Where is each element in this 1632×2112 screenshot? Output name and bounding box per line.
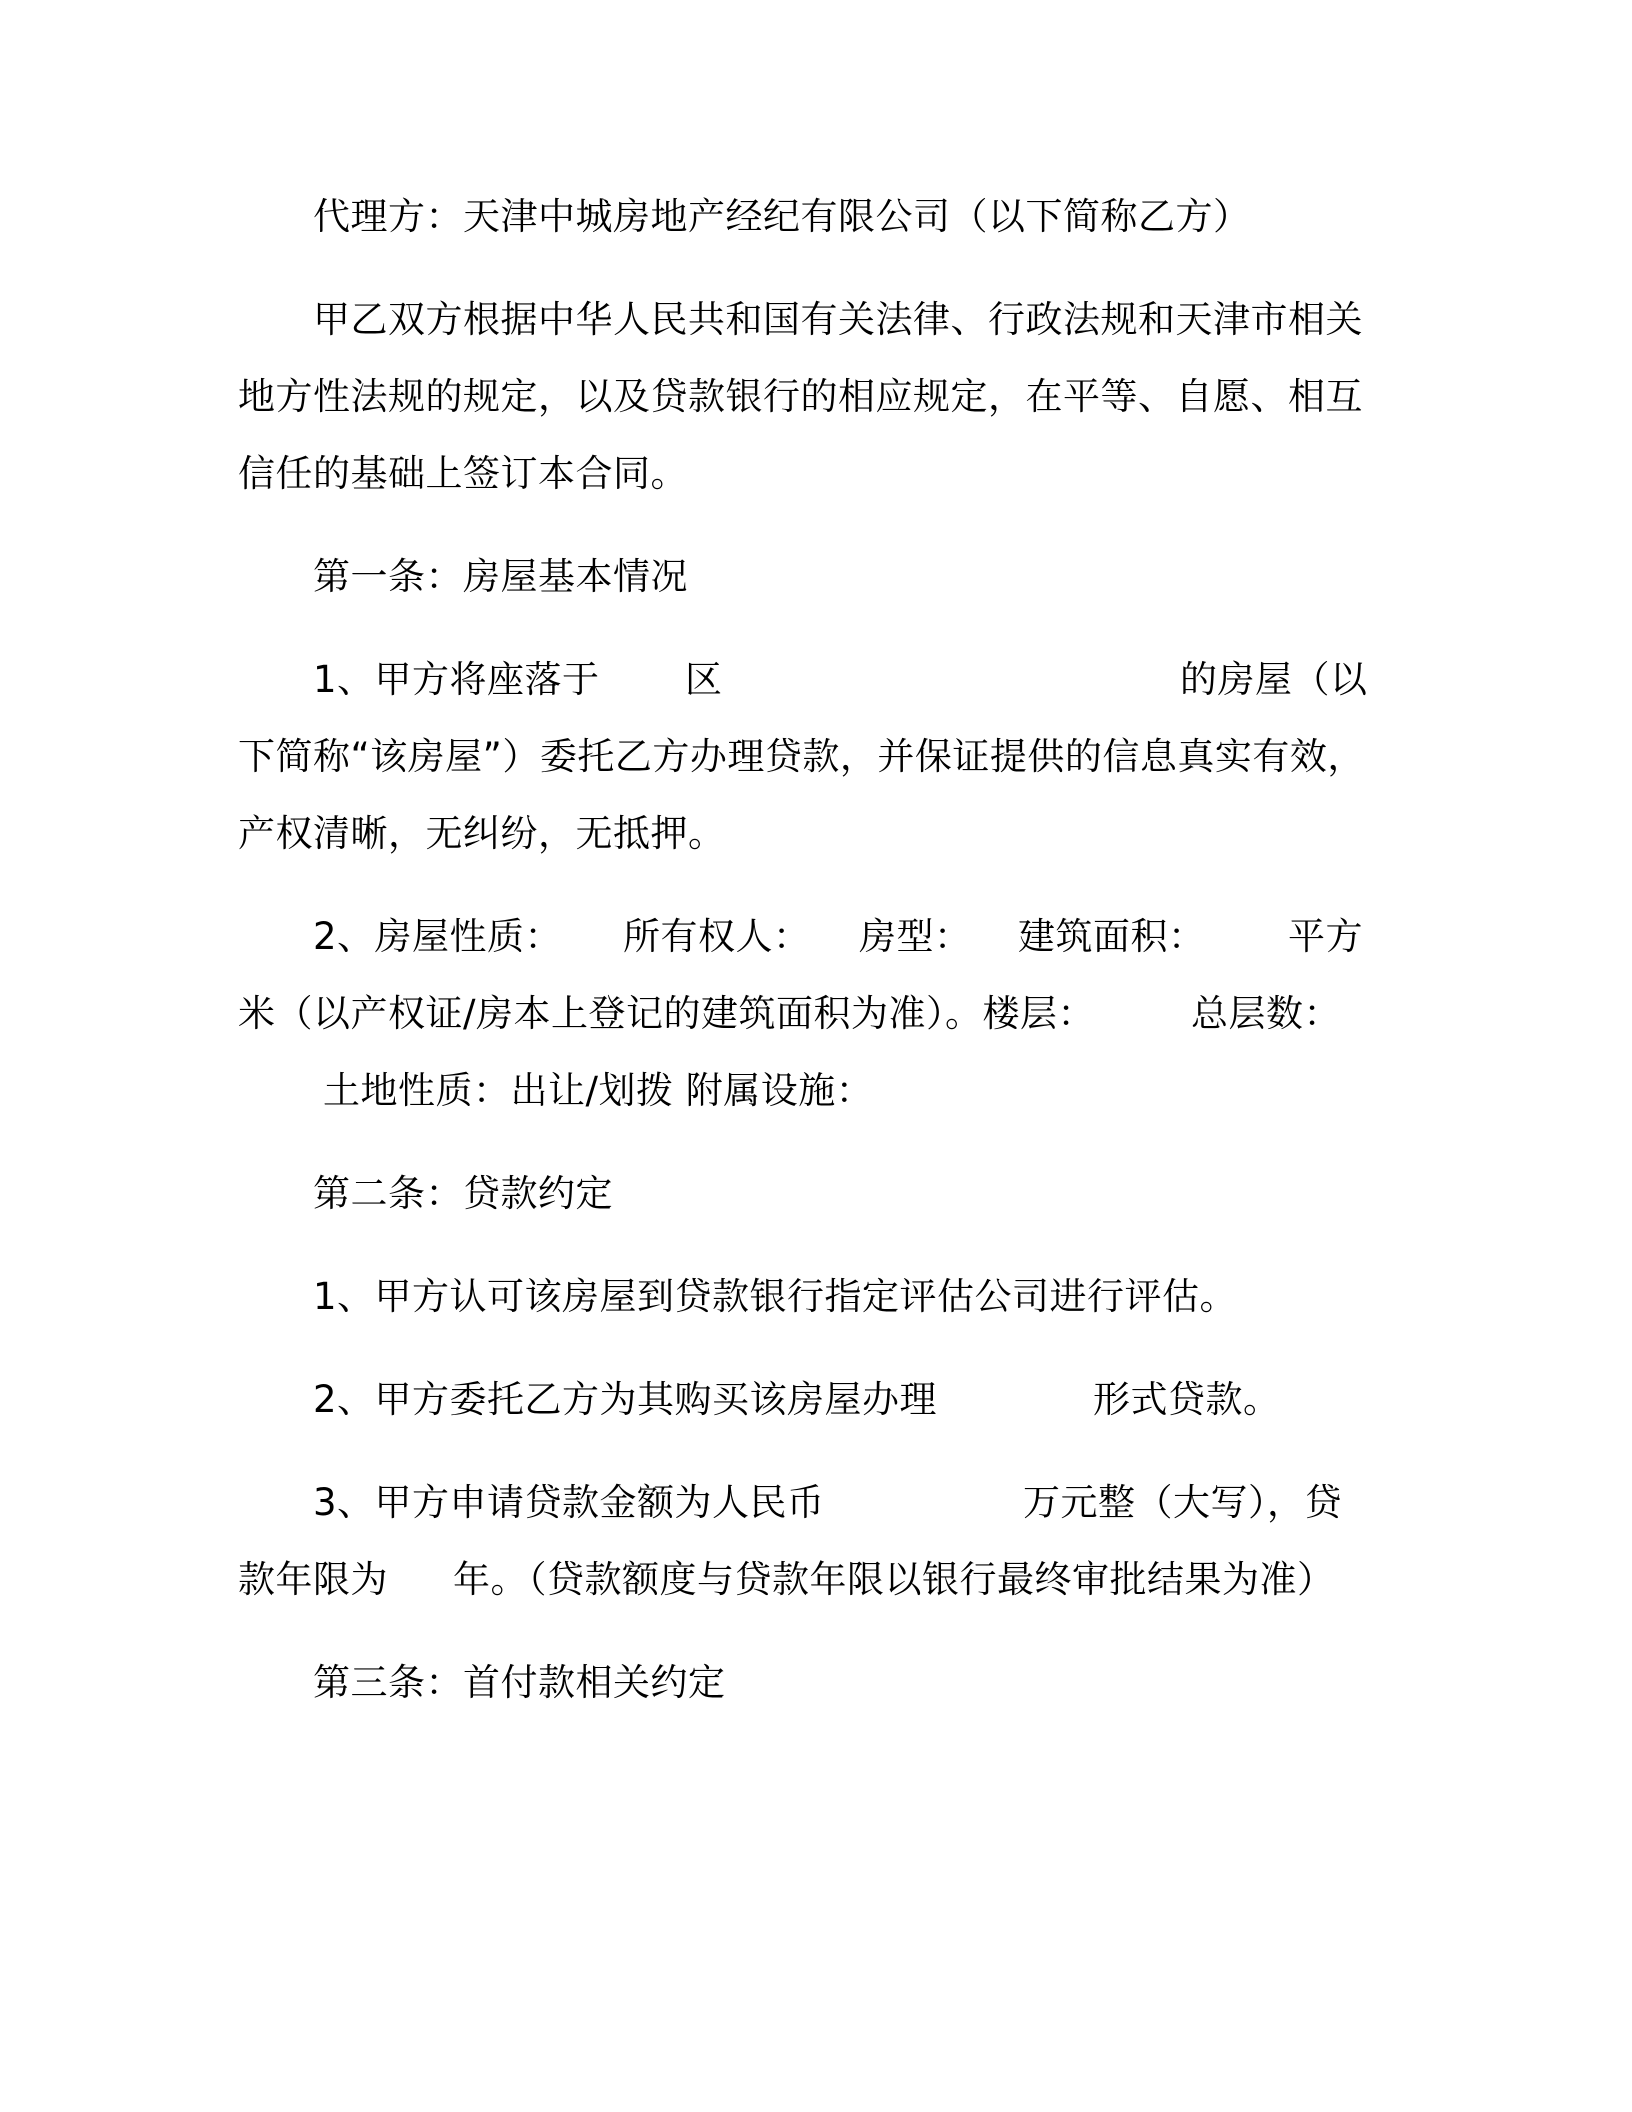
item2-owner-label: 所有权人： — [623, 915, 811, 958]
agent-party-line — [313, 194, 1251, 240]
item2-sqm-label: 平方 — [1288, 915, 1363, 958]
article1-heading-text: 第一条：房屋基本情况 — [313, 555, 688, 598]
article2-item3-term-note: 年。（贷款额度与贷款年限以银行最终审批结果为准） — [453, 1558, 1335, 1601]
article1-heading — [313, 554, 688, 600]
item2-total-floors-label: 总层数： — [1191, 992, 1341, 1035]
item1-district-label: 区 — [685, 658, 723, 701]
article2-item2-text-b: 形式贷款。 — [1093, 1378, 1281, 1421]
item1-house-label: 的房屋（以 — [1180, 658, 1368, 701]
item2-layout-label: 房型： — [859, 915, 972, 958]
preamble-text-3: 信任的基础上签订本合同。 — [238, 452, 688, 495]
article1-item2-line3 — [323, 1068, 873, 1114]
preamble-line-1 — [313, 297, 1363, 343]
item2-area-label: 建筑面积： — [1018, 915, 1206, 958]
item2-land-nature: 土地性质：出让/划拨 附属设施： — [323, 1069, 874, 1112]
article1-item1-line1 — [313, 657, 1368, 703]
article2-item3-text-a: 3、甲方申请贷款金额为人民币 — [313, 1481, 825, 1524]
item1-location-label: 1、甲方将座落于 — [313, 658, 600, 701]
article2-heading-text: 第二条：贷款约定 — [313, 1172, 613, 1215]
article2-item3-line1 — [313, 1480, 1363, 1526]
preamble-line-2 — [238, 374, 1363, 420]
preamble-line-3 — [238, 451, 688, 497]
article3-heading — [313, 1660, 726, 1706]
agent-party-text: 代理方：天津中城房地产经纪有限公司（以下简称乙方） — [313, 195, 1251, 238]
article1-item2-line2 — [238, 991, 1368, 1037]
article2-item2-text-a: 2、甲方委托乙方为其购买该房屋办理 — [313, 1378, 938, 1421]
article3-heading-text: 第三条：首付款相关约定 — [313, 1661, 726, 1704]
article2-item1-text: 1、甲方认可该房屋到贷款银行指定评估公司进行评估。 — [313, 1275, 1238, 1318]
article1-item2-line1 — [313, 914, 1363, 960]
item1-text-line3: 产权清晰，无纠纷，无抵押。 — [238, 812, 726, 855]
item2-nature-label: 2、房屋性质： — [313, 915, 563, 958]
item2-area-note: 米（以产权证/房本上登记的建筑面积为准）。楼层： — [238, 992, 1095, 1035]
article2-item3-line2 — [238, 1557, 1368, 1603]
preamble-text-2: 地方性法规的规定，以及贷款银行的相应规定，在平等、自愿、相互 — [238, 375, 1363, 418]
article2-item2 — [313, 1377, 1313, 1423]
item1-text-line2: 下简称“该房屋”）委托乙方办理贷款，并保证提供的信息真实有效， — [238, 735, 1365, 778]
article2-item3-text-b: 万元整（大写），贷 — [1023, 1481, 1342, 1524]
article1-item1-line2 — [238, 734, 1365, 780]
article1-item1-line3 — [238, 811, 726, 857]
preamble-text-1: 甲乙双方根据中华人民共和国有关法律、行政法规和天津市相关 — [313, 298, 1363, 341]
article2-heading — [313, 1171, 613, 1217]
article2-item1 — [313, 1274, 1237, 1320]
article2-item3-term-label: 款年限为 — [238, 1558, 388, 1601]
